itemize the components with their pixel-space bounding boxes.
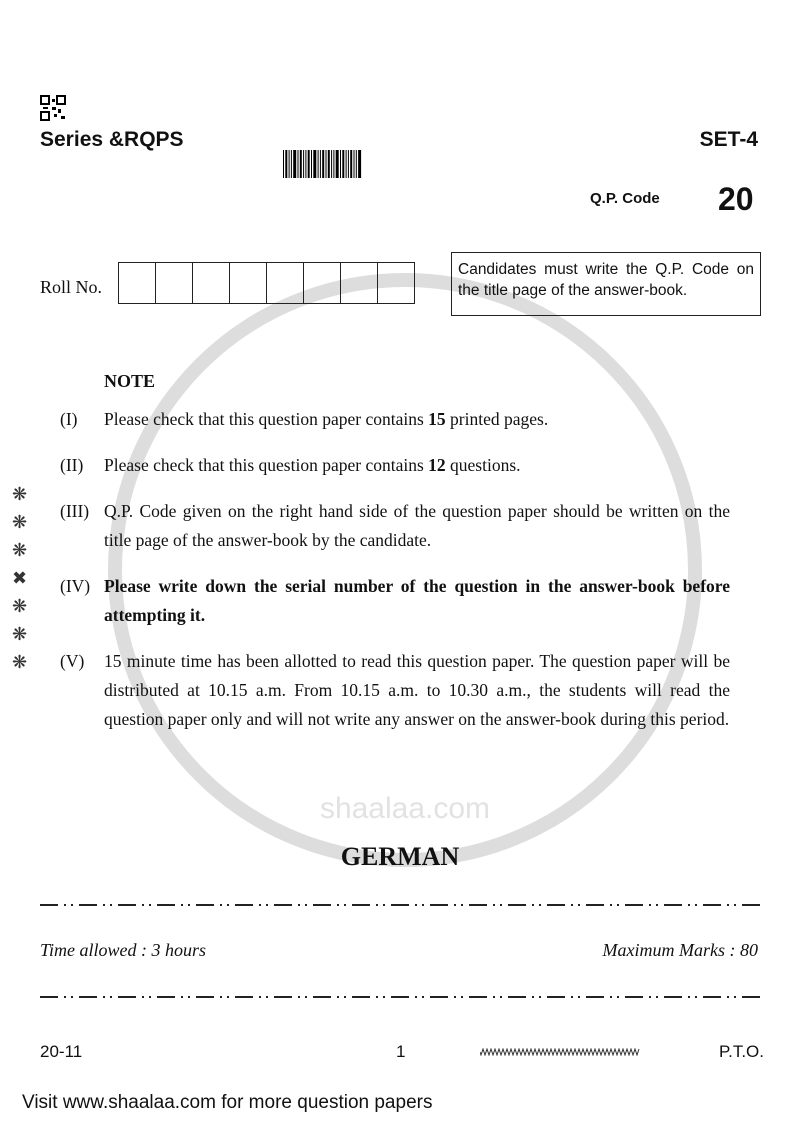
- roll-no-box[interactable]: [378, 262, 415, 304]
- note-item: [60, 572, 730, 630]
- note-list: [60, 405, 730, 751]
- item-text: [104, 497, 730, 555]
- item-number: (I): [60, 409, 78, 429]
- roll-no-box[interactable]: [341, 262, 378, 304]
- svg-text:shaalaa.com: shaalaa.com: [319, 792, 491, 825]
- item-text-bold: 12: [428, 455, 446, 475]
- maximum-marks: Maximum Marks : 80: [602, 940, 758, 960]
- barcode: [283, 150, 367, 178]
- subject-title: GERMAN: [340, 842, 460, 871]
- item-number: (IV): [60, 576, 91, 596]
- series-label: Series &RQPS: [40, 128, 184, 151]
- divider: [40, 902, 760, 908]
- roll-no-box[interactable]: [304, 262, 341, 304]
- divider: [40, 994, 760, 1000]
- visit-link[interactable]: Visit www.shaalaa.com for more question papers: [22, 1092, 433, 1113]
- note-item: [60, 497, 730, 555]
- candidate-instruction: Candidates must write the Q.P. Code on the title page of the answer-book.: [451, 252, 761, 316]
- roll-no-label: Roll No.: [40, 277, 103, 297]
- note-item: [60, 451, 730, 480]
- roll-no-boxes[interactable]: [118, 262, 415, 304]
- item-text-bold: Please write down the serial number of the question in the answer-book before attempting it.: [104, 576, 730, 625]
- qp-code-label: Q.P. Code: [590, 190, 660, 207]
- item-text: [104, 647, 730, 734]
- pto-label: P.T.O.: [718, 1042, 764, 1061]
- roll-no-box[interactable]: [230, 262, 267, 304]
- page-number: 1: [396, 1042, 406, 1061]
- item-number: (V): [60, 651, 85, 671]
- item-text: [104, 451, 730, 480]
- paper-code-footer: 20-11: [40, 1042, 83, 1061]
- note-title: NOTE: [104, 371, 156, 391]
- note-item: [60, 647, 730, 734]
- qp-code-value: 20: [718, 181, 754, 217]
- item-text: [104, 405, 730, 434]
- item-number: (III): [60, 501, 90, 521]
- item-text-part: Please check that this question paper contains: [104, 455, 429, 475]
- wavy-line: [480, 1048, 640, 1056]
- roll-no-box[interactable]: [156, 262, 193, 304]
- item-text-bold: 15: [428, 409, 446, 429]
- time-allowed: Time allowed : 3 hours: [40, 940, 207, 960]
- item-text-part: Q.P. Code given on the right hand side of the question paper should be written on the title page of the answer-book by the candidate.: [104, 501, 730, 550]
- note-item: [60, 405, 730, 434]
- roll-no-box[interactable]: [193, 262, 230, 304]
- item-number: (II): [60, 455, 84, 475]
- roll-no-box[interactable]: [267, 262, 304, 304]
- item-text-part: 15 minute time has been allotted to read this question paper. The question paper will be distributed at 10.15 a.m. From 10.15 a.m. to 10.30 a.m., the students will read the question paper only and will not write any answer on the answer-book during this period.: [104, 651, 730, 729]
- set-label: SET-4: [699, 128, 758, 151]
- margin-symbols: ❋ ❋ ❋ ✖ ❋ ❋ ❋: [12, 484, 28, 672]
- roll-no-box[interactable]: [119, 262, 156, 304]
- qr-code-icon: [40, 95, 68, 123]
- item-text: [104, 572, 730, 630]
- item-text-part: printed pages.: [445, 409, 549, 429]
- item-text-part: Please check that this question paper contains: [104, 409, 429, 429]
- item-text-part: questions.: [445, 455, 521, 475]
